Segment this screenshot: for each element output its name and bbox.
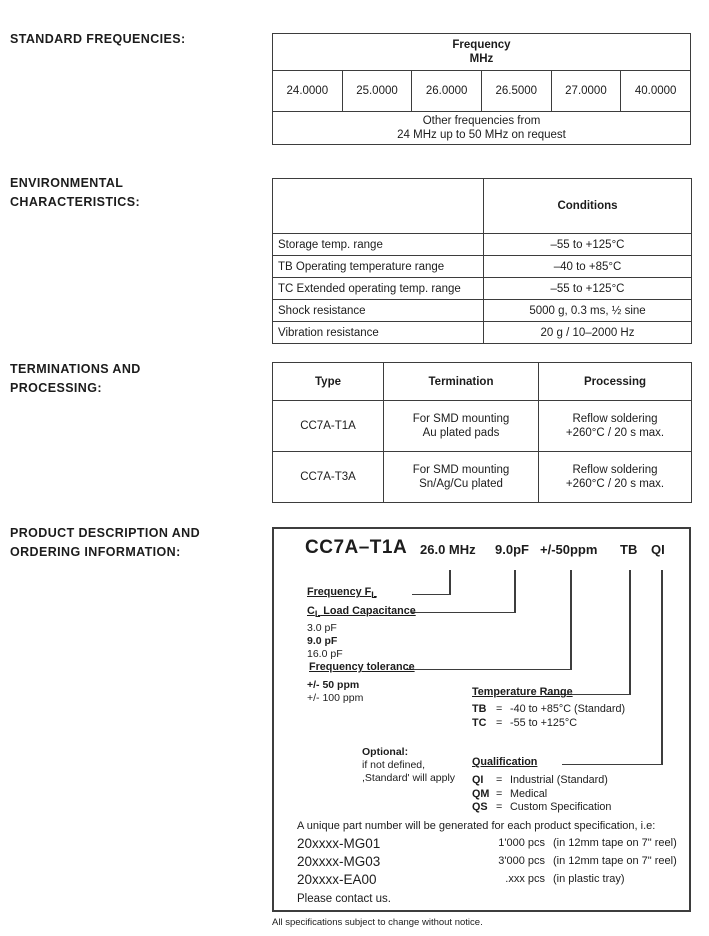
qual-value: Custom Specification xyxy=(510,801,612,813)
capacitance-label-rest: Load Capacitance xyxy=(320,605,416,617)
frequency-field-label xyxy=(307,586,377,600)
connector-line-frequency xyxy=(412,594,450,596)
part-number: 20xxxx-MG03 xyxy=(297,854,381,869)
qualification-label: Qualification xyxy=(472,756,538,768)
frequency-header-unit: MHz xyxy=(469,53,494,65)
characteristic-name: Shock resistance xyxy=(273,300,484,322)
characteristic-condition: 5000 g, 0.3 ms, ½ sine xyxy=(484,300,692,322)
temp-code: TC xyxy=(472,716,487,729)
processing-line: +260°C / 20 s max. xyxy=(565,478,665,490)
section-label-text: STANDARD FREQUENCIES: xyxy=(10,32,186,46)
environmental-conditions-header: Conditions xyxy=(484,179,692,234)
connector-line-qualification xyxy=(562,764,662,766)
processing-line: Reflow soldering xyxy=(572,463,658,476)
terminations-table xyxy=(272,362,692,503)
table-row xyxy=(273,234,692,256)
qual-value: Industrial (Standard) xyxy=(510,774,608,786)
example-frequency: 26.0 MHz xyxy=(420,542,476,557)
frequency-field-label-sub: L xyxy=(371,590,377,601)
environmental-header-empty-cell xyxy=(273,179,484,234)
part-number-row xyxy=(297,835,687,853)
connector-line-qualification xyxy=(661,570,663,765)
frequency-table xyxy=(272,33,691,145)
table-row xyxy=(273,322,692,344)
column-header-type: Type xyxy=(273,363,384,401)
processing-cell xyxy=(539,401,692,452)
table-row xyxy=(273,256,692,278)
unique-part-number-note: A unique part number will be generated for each product specification, i.e: xyxy=(297,820,656,832)
termination-line: For SMD mounting xyxy=(412,463,510,476)
table-row xyxy=(273,300,692,322)
part-packaging: (in 12mm tape on 7" reel) xyxy=(553,855,677,867)
environmental-header-row xyxy=(273,179,692,234)
equals-sign: = xyxy=(496,801,503,813)
part-number: 20xxxx-EA00 xyxy=(297,872,377,887)
equals-sign: = xyxy=(496,774,503,786)
example-model: CC7A–T1A xyxy=(305,537,408,558)
frequency-note-line: Other frequencies from xyxy=(422,115,541,127)
connector-line-frequency xyxy=(449,570,451,595)
connector-line-capacitance xyxy=(514,570,516,613)
frequency-value-cell: 26.0000 xyxy=(412,71,482,112)
part-number-row xyxy=(297,871,687,889)
tolerance-option-standard: +/- 50 ppm xyxy=(307,679,360,691)
characteristic-name: Storage temp. range xyxy=(273,234,484,256)
table-row xyxy=(273,278,692,300)
section-label-line: ORDERING INFORMATION: xyxy=(10,545,181,559)
section-label-ordering xyxy=(10,524,200,562)
temp-value: -40 to +85°C (Standard) xyxy=(510,703,626,715)
terminations-header-row xyxy=(273,363,692,401)
part-number: 20xxxx-MG01 xyxy=(297,836,381,851)
table-row xyxy=(273,401,692,452)
frequency-value-cell: 24.0000 xyxy=(273,71,343,112)
connector-line-tolerance xyxy=(407,669,571,671)
frequency-value-cell: 26.5000 xyxy=(481,71,551,112)
capacitance-option-standard: 9.0 pF xyxy=(307,635,338,647)
processing-cell xyxy=(539,452,692,503)
temperature-option xyxy=(472,717,625,731)
qualification-options xyxy=(472,774,611,815)
section-label-line: CHARACTERISTICS: xyxy=(10,195,141,209)
optional-note-line: ,Standard' will apply xyxy=(362,772,456,784)
processing-line: +260°C / 20 s max. xyxy=(565,427,665,439)
capacitance-field-label xyxy=(307,605,416,619)
section-label-line: TERMINATIONS AND xyxy=(10,362,141,376)
temp-value: -55 to +125°C xyxy=(510,716,578,729)
section-label-terminations xyxy=(10,360,141,398)
characteristic-condition: –40 to +85°C xyxy=(484,256,692,278)
tolerance-options xyxy=(307,679,363,705)
characteristic-name: TB Operating temperature range xyxy=(273,256,484,278)
tolerance-field-label: Frequency tolerance xyxy=(309,661,415,673)
capacitance-option: 16.0 pF xyxy=(307,648,343,660)
temperature-range-options xyxy=(472,703,625,730)
connector-line-capacitance xyxy=(412,612,515,614)
example-qual-code: QI xyxy=(651,542,665,557)
part-packaging: (in 12mm tape on 7" reel) xyxy=(553,837,677,849)
characteristic-name: Vibration resistance xyxy=(273,322,484,344)
qualification-option xyxy=(472,801,611,815)
example-tolerance: +/-50ppm xyxy=(540,542,598,557)
optional-note xyxy=(362,746,455,785)
contact-note: Please contact us. xyxy=(297,893,391,905)
tolerance-option: +/- 100 ppm xyxy=(307,692,364,704)
example-temp-code: TB xyxy=(620,542,638,557)
footer-disclaimer: All specifications subject to change without notice. xyxy=(272,917,483,928)
equals-sign: = xyxy=(496,787,503,800)
equals-sign: = xyxy=(496,703,503,715)
environmental-table xyxy=(272,178,692,344)
capacitance-options xyxy=(307,622,343,661)
frequency-note-cell xyxy=(273,112,691,145)
frequency-table-header-cell xyxy=(273,34,691,71)
part-packaging: (in plastic tray) xyxy=(553,873,625,885)
qual-value: Medical xyxy=(510,787,548,800)
table-row xyxy=(273,452,692,503)
frequency-value-cell: 25.0000 xyxy=(342,71,412,112)
temperature-option xyxy=(472,703,625,717)
frequency-note-line: 24 MHz up to 50 MHz on request xyxy=(397,129,566,141)
qual-code: QS xyxy=(472,801,488,813)
termination-cell xyxy=(384,452,539,503)
connector-line-temperature xyxy=(629,570,631,695)
qualification-option xyxy=(472,774,611,788)
frequency-table-header-row xyxy=(273,34,691,71)
frequency-value-cell: 27.0000 xyxy=(551,71,621,112)
frequency-header-title: Frequency xyxy=(452,39,511,51)
ordering-box xyxy=(272,527,691,912)
example-capacitance: 9.0pF xyxy=(495,542,529,557)
qual-code: QM xyxy=(472,787,490,800)
temperature-range-label: Temperature Range xyxy=(472,686,573,698)
qualification-option xyxy=(472,788,611,802)
section-label-line: ENVIRONMENTAL xyxy=(10,176,124,190)
part-number-row xyxy=(297,853,687,871)
capacitance-label-prefix: C xyxy=(307,605,315,617)
termination-line: Sn/Ag/Cu plated xyxy=(419,478,503,490)
capacitance-option: 3.0 pF xyxy=(307,622,337,634)
type-cell: CC7A-T1A xyxy=(273,401,384,452)
part-quantity: 1'000 pcs xyxy=(498,837,545,849)
equals-sign: = xyxy=(496,716,503,729)
type-cell: CC7A-T3A xyxy=(273,452,384,503)
section-label-standard-frequencies xyxy=(10,30,186,49)
connector-line-tolerance xyxy=(570,570,572,670)
optional-note-line: if not defined, xyxy=(362,759,426,771)
capacitance-label-sub: L xyxy=(314,609,321,620)
qual-code: QI xyxy=(472,774,484,786)
frequency-field-label-text: Frequency F xyxy=(307,586,372,598)
column-header-termination: Termination xyxy=(384,363,539,401)
frequency-values-row xyxy=(273,71,691,112)
part-quantity: 3'000 pcs xyxy=(498,855,545,867)
frequency-value-cell: 40.0000 xyxy=(621,71,691,112)
characteristic-name: TC Extended operating temp. range xyxy=(273,278,484,300)
section-label-environmental xyxy=(10,174,140,212)
part-quantity: .xxx pcs xyxy=(505,873,545,885)
characteristic-condition: 20 g / 10–2000 Hz xyxy=(484,322,692,344)
frequency-note-row xyxy=(273,112,691,145)
section-label-line: PRODUCT DESCRIPTION AND xyxy=(10,526,200,540)
optional-note-title: Optional: xyxy=(362,746,409,758)
characteristic-condition: –55 to +125°C xyxy=(484,278,692,300)
processing-line: Reflow soldering xyxy=(572,412,658,425)
section-label-line: PROCESSING: xyxy=(10,381,102,395)
temp-code: TB xyxy=(472,703,487,715)
termination-line: For SMD mounting xyxy=(412,412,510,425)
termination-line: Au plated pads xyxy=(422,427,500,439)
characteristic-condition: –55 to +125°C xyxy=(484,234,692,256)
termination-cell xyxy=(384,401,539,452)
column-header-processing: Processing xyxy=(539,363,692,401)
